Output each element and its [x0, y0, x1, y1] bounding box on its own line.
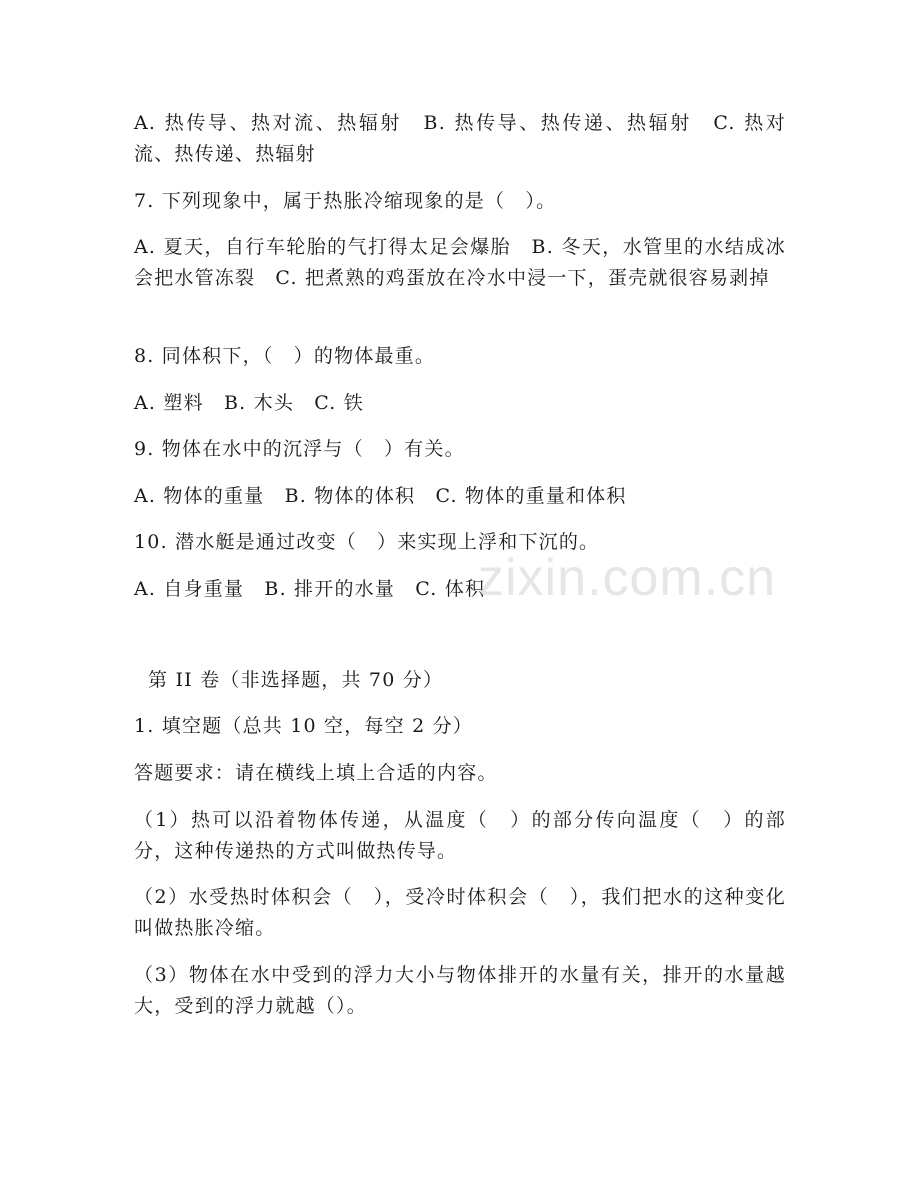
fill-in-item-1: （1）热可以沿着物体传递，从温度（ ）的部分传向温度（ ）的部分，这种传递热的方式叫做热传导。 [134, 809, 786, 862]
watermark: zixin.com.cn [478, 549, 777, 607]
fill-in-requirement: 答题要求：请在横线上填上合适的内容。 [134, 762, 498, 784]
fill-in-title: 1. 填空题（总共 10 空，每空 2 分） [134, 715, 473, 737]
q10-options: A. 自身重量 B. 排开的水量 C. 体积 [134, 578, 486, 600]
q8-options: A. 塑料 B. 木头 C. 铁 [134, 392, 364, 414]
q9-options: A. 物体的重量 B. 物体的体积 C. 物体的重量和体积 [134, 485, 627, 507]
section-title: 第 II 卷（非选择题，共 70 分） [148, 669, 444, 691]
fill-in-item-2: （2）水受热时体积会（ ），受冷时体积会（ ），我们把水的这种变化叫做热胀冷缩。 [134, 886, 786, 939]
q7-options: A. 夏天，自行车轮胎的气打得太足会爆胎 B. 冬天，水管里的水结成冰会把水管冻裂 C. 把煮熟的鸡蛋放在冷水中浸一下，蛋壳就很容易剥掉 [134, 236, 786, 289]
q6-options: A. 热传导、热对流、热辐射 B. 热传导、热传递、热辐射 C. 热对流、热传递、热辐射 [134, 112, 786, 165]
q10-question: 10. 潜水艇是通过改变（ ）来实现上浮和下沉的。 [134, 531, 600, 553]
q7-question: 7. 下列现象中，属于热胀冷缩现象的是（ ）。 [134, 190, 557, 212]
q8-question: 8. 同体积下，（ ）的物体最重。 [134, 345, 436, 367]
fill-in-item-3: （3）物体在水中受到的浮力大小与物体排开的水量有关，排开的水量越大，受到的浮力就越（）。 [134, 964, 786, 1017]
q9-question: 9. 物体在水中的沉浮与（ ）有关。 [134, 438, 465, 460]
